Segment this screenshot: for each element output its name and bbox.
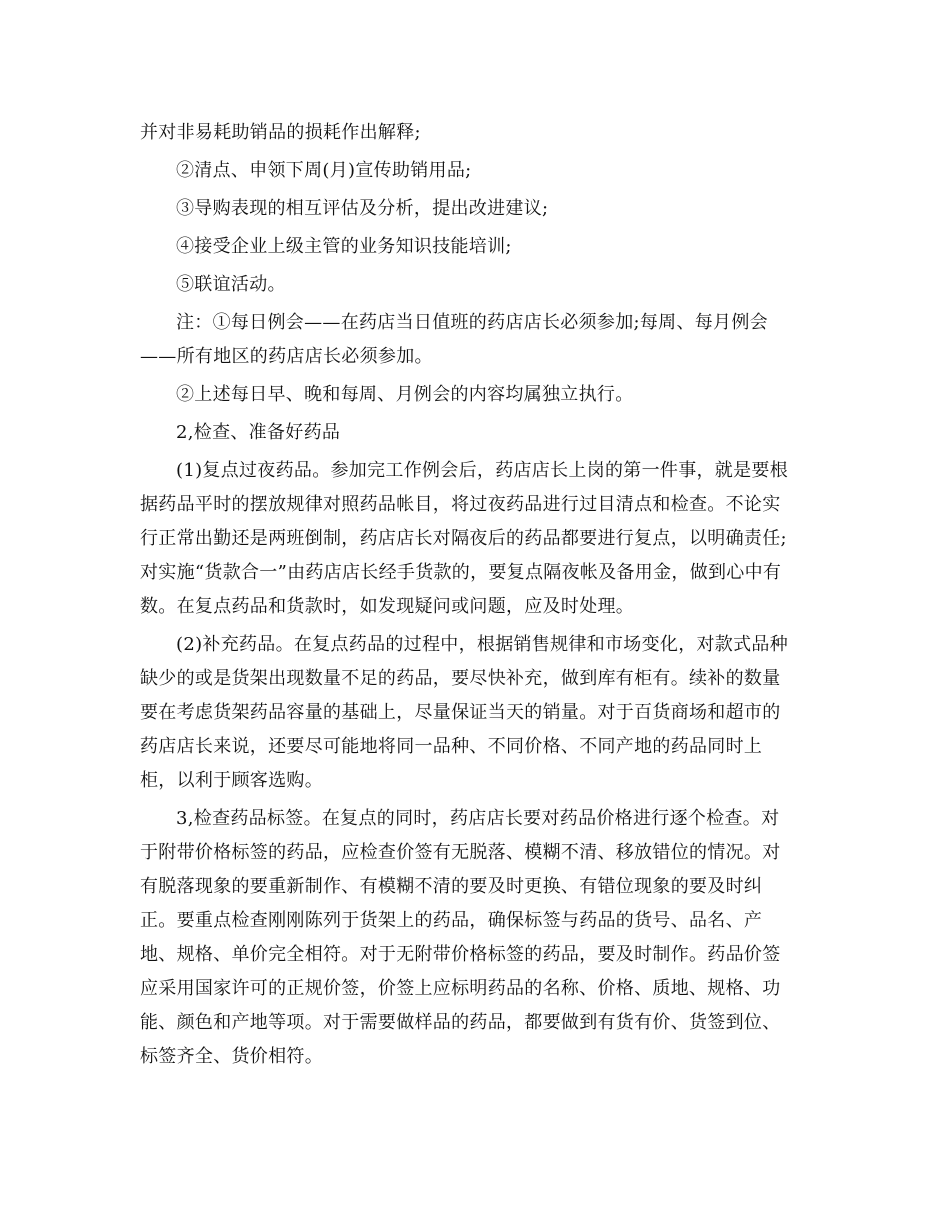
paragraph-line: 药店店长来说，还要尽可能地将同一品种、不同价格、不同产地的药品同时上	[140, 736, 763, 757]
paragraph-line: 应采用国家许可的正规价签，价签上应标明药品的名称、价格、质地、规格、功	[140, 978, 781, 999]
paragraph-line: 要在考虑货架药品容量的基础上，尽量保证当天的销量。对于百货商场和超市的	[140, 702, 781, 723]
paragraph-line: 地、规格、单价完全相符。对于无附带价格标签的药品，要及时制作。药品价签	[140, 944, 781, 965]
list-item-5: ⑤联谊活动。	[176, 274, 286, 295]
paragraph-line: 柜，以利于顾客选购。	[140, 770, 323, 791]
note-line-continued: ——所有地区的药店店长必须参加。	[140, 346, 433, 367]
section-heading: 2,检查、准备好药品	[176, 422, 341, 443]
paragraph-line: (2)补充药品。在复点药品的过程中，根据销售规律和市场变化，对款式品种	[176, 634, 788, 655]
paragraph-line: 据药品平时的摆放规律对照药品帐目，将过夜药品进行过目清点和检查。不论实	[140, 494, 781, 515]
paragraph-line: 标签齐全、货价相符。	[140, 1046, 323, 1067]
paragraph-line: 对实施“货款合一”由药店店长经手货款的，要复点隔夜帐及备用金，做到心中有	[140, 562, 782, 583]
paragraph-line: 行正常出勤还是两班倒制，药店店长对隔夜后的药品都要进行复点，以明确责任;	[140, 528, 787, 549]
paragraph-line: 于附带价格标签的药品，应检查价签有无脱落、模糊不清、移放错位的情况。对	[140, 842, 781, 863]
list-item-3: ③导购表现的相互评估及分析，提出改进建议;	[176, 198, 549, 219]
paragraph-line: 有脱落现象的要重新制作、有模糊不清的要及时更换、有错位现象的要及时纠	[140, 876, 763, 897]
note-line-2: ②上述每日早、晚和每周、月例会的内容均属独立执行。	[176, 384, 634, 405]
paragraph-line: 缺少的或是货架出现数量不足的药品，要尽快补充，做到库有柜有。续补的数量	[140, 668, 781, 689]
paragraph-line: 3,检查药品标签。在复点的同时，药店店长要对药品价格进行逐个检查。对	[176, 808, 780, 829]
paragraph-line: 数。在复点药品和货款时，如发现疑问或问题，应及时处理。	[140, 596, 635, 617]
note-line: 注：①每日例会——在药店当日值班的药店店长必须参加;每周、每月例会	[176, 312, 768, 333]
list-item-2: ②清点、申领下周(月)宣传助销用品;	[176, 160, 472, 181]
paragraph-line: 能、颜色和产地等项。对于需要做样品的药品，都要做到有货有价、货签到位、	[140, 1012, 781, 1033]
list-item-4: ④接受企业上级主管的业务知识技能培训;	[176, 236, 512, 257]
paragraph-line: (1)复点过夜药品。参加完工作例会后，药店店长上岗的第一件事，就是要根	[176, 460, 788, 481]
text-line: 并对非易耗助销品的损耗作出解释;	[140, 122, 421, 143]
document-body	[140, 116, 800, 1074]
paragraph-line: 正。要重点检查刚刚陈列于货架上的药品，确保标签与药品的货号、品名、产	[140, 910, 763, 931]
